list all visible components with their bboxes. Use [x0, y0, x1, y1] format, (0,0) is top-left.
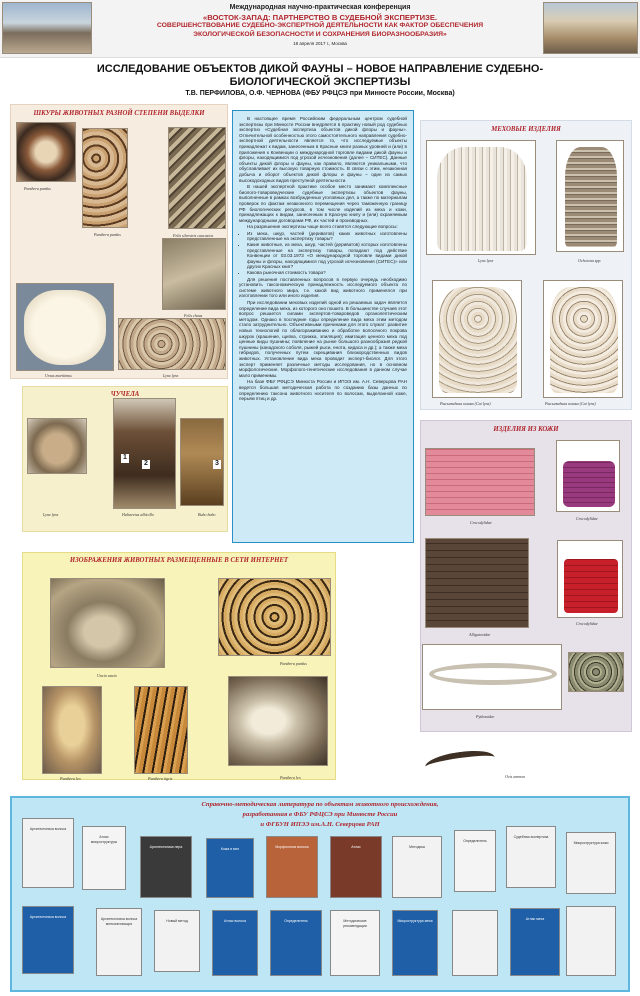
book-13	[154, 910, 200, 972]
book-6-title: Атлас	[351, 845, 361, 849]
book-4	[206, 838, 254, 898]
skin-caption-5: Ursus maritimus	[45, 373, 72, 378]
book-7-title: Методика	[409, 845, 425, 849]
internet-photo-snow-leopard	[50, 578, 165, 668]
leather-photo-red-case	[557, 540, 623, 618]
internet-photo-white-lion-cubs	[228, 676, 328, 766]
book-9-title: Судебная экспертиза	[513, 835, 549, 839]
leather-photo-python-belt	[422, 644, 562, 710]
literature-title-line-1: Справочно-методическая литература по объектам животного происхождения,	[201, 801, 439, 808]
leather-caption-5: Pythonidae	[476, 714, 495, 719]
conference-date: 18 апреля 2017 г., Москва	[293, 41, 347, 46]
book-15-title: Определитель	[284, 919, 308, 923]
internet-caption-5: Panthera leo	[280, 775, 301, 780]
book-7	[392, 836, 442, 898]
fur-coat-shape-4	[550, 287, 618, 393]
book-11-title: Архитектоника волоса	[29, 915, 67, 919]
fur-coat-shape-2	[565, 147, 617, 247]
leather-caption-3: Alligatoridae	[469, 632, 491, 637]
book-16	[330, 910, 380, 976]
book-17	[392, 910, 438, 976]
internet-caption-1: Uncia uncia	[97, 673, 117, 678]
book-8-title: Определитель	[463, 839, 487, 843]
fur-caption-4: Рысьевидная кошка (Cat lynx)	[545, 401, 596, 406]
book-10-title: Микроструктура кожи	[573, 841, 609, 845]
fur-caption-2: Ochotona spp.	[578, 258, 602, 263]
internet-caption-2: Panthera pardus	[280, 661, 307, 666]
skin-photo-lynx	[118, 318, 226, 370]
header-photo-left	[2, 2, 92, 54]
internet-caption-3: Panthera leo	[60, 776, 81, 781]
book-15	[270, 910, 322, 976]
text-paragraph-5: При исследовании меховых изделий одной из решаемых задач является определение вида меха, из которого оно пошито. В большинстве случаев этот вопрос решается силами экспертов-товароведов органолептическим методом. Однако в последние годы определение вида меха этим методом стало затруднительно. Объективными причинами для этого служат: развитие новых технологий по облагораживанию и обработке волосяного покрова шкурок (крашение, щипка, стрижка, эпиляция); имитация ценного меха под ценные виды пушнины; появление на рынке большого разнообразия редкой пушнины (канадского соболя, рыжей рыси, енота, кидаса и др.); а также меха гибридов, полученных путем скрещивания близкородственных видов животных. Установление вида меха проводит эксперт-биолог. Для этого эксперт применяет различные методы исследования, но в основном морфологические. Морфолого-генетические исследования в данном случае мало применимы.	[239, 300, 408, 378]
fur-photo-lynx-coat	[426, 140, 536, 255]
fur-photo-cat-lynx-vest	[432, 280, 522, 398]
skin-caption-4: Felis chaus	[184, 313, 203, 318]
book-9	[506, 826, 556, 888]
book-20	[566, 906, 616, 976]
fur-caption-3: Рысьевидная кошка (Cat lynx)	[440, 401, 491, 406]
book-19	[452, 910, 498, 976]
horn-caption: Ovis ammon	[505, 774, 526, 779]
book-3	[140, 836, 192, 898]
text-paragraph-6: На базе ФБУ РФЦСЭ Минюста России и ИПЭЭ им. А.Н. Северцова РАН ведется большая методическая работа по созданию базы данных по определению таксона животного носителя по волосам, выделанной коже, перьям птиц и др.	[239, 379, 407, 402]
stuffed-caption-1: Lynx lynx	[43, 512, 59, 517]
skin-caption-2: Panthera pardus	[94, 232, 121, 237]
internet-photo-tiger-cubs	[134, 686, 188, 774]
internet-photo-lion-cub	[42, 686, 102, 774]
header-photo-right	[543, 2, 638, 54]
leather-photo-pink-clutch	[425, 448, 535, 516]
question-1: • Из меха, шкур, частей (дериватов) каких животных изготовлены представленные на экспертизу товары?	[247, 231, 407, 242]
literature-title-line-2: разработанная в ФБУ РФЦСЭ при Минюсте России	[242, 811, 398, 818]
book-12-title: Архитектоника волоса млекопитающих	[100, 917, 138, 926]
leather-photo-purple-bag	[556, 440, 620, 512]
book-13-title: Новый метод	[166, 919, 188, 923]
poster-title-line-2: БИОЛОГИЧЕСКОЙ ЭКСПЕРТИЗЫ	[229, 76, 411, 88]
questions-list	[247, 231, 407, 276]
polar-bear-rug-shape	[24, 290, 106, 365]
book-3-title: Архитектоника пера	[149, 845, 183, 849]
leather-caption-2: Crocodylidae	[576, 516, 598, 521]
text-paragraph-4: Для решения поставленных вопросов в первую очередь необходимо установить таксономическую принадлежность исследуемого объекта по системе животного мира, т.е. какой вид животного применялся при изготовлении того или иного изделия.	[239, 276, 407, 299]
literature-title-line-3: и ФГБУН ИПЭЭ им.А.Н. Северцова РАН	[260, 821, 380, 828]
skin-caption-6: Lynx lynx	[163, 373, 179, 378]
horn-image	[424, 747, 496, 777]
fur-photo-pika-coat	[556, 140, 624, 252]
conference-line-3: СОВЕРШЕНСТВОВАНИЕ СУДЕБНО-ЭКСПЕРТНОЙ ДЕЯТЕЛЬНОСТИ КАК ФАКТОР ОБЕСПЕЧЕНИЯ	[156, 22, 484, 29]
book-2-title: Атлас микроструктуры	[90, 835, 118, 844]
book-8	[454, 830, 496, 892]
python-belt-shape	[429, 663, 557, 685]
fur-coat-shape-3	[439, 287, 517, 393]
book-14-title: Атлас волоса	[224, 919, 246, 923]
stuffed-caption-3: Bubo bubo	[198, 512, 216, 517]
stuffed-number-3: 3	[213, 460, 221, 469]
book-17-title: Микроструктура меха	[397, 919, 433, 923]
conference-line-4: ЭКОЛОГИЧЕСКОЙ БЕЗОПАСНОСТИ И СОХРАНЕНИЯ БИОРАЗНООБРАЗИЯ»	[193, 31, 447, 38]
text-paragraph-3: На разрешение экспертизы чаще всего ставятся следующие вопросы:	[247, 224, 398, 230]
fur-photo-cat-lynx-coat	[543, 280, 623, 398]
skins-panel-title: ШКУРЫ ЖИВОТНЫХ РАЗНОЙ СТЕПЕНИ ВЫДЕЛКИ	[33, 110, 205, 117]
fur-panel-title: МЕХОВЫЕ ИЗДЕЛИЯ	[491, 126, 561, 133]
book-6	[330, 836, 382, 898]
skin-caption-3: Felis silvestris caucasica	[173, 233, 214, 238]
leather-caption-4: Crocodylidae	[576, 621, 598, 626]
leather-photo-brown-bag	[425, 538, 529, 628]
book-4-title: Кожа и мех	[220, 847, 240, 851]
poster-title-line-1: ИССЛЕДОВАНИЕ ОБЪЕКТОВ ДИКОЙ ФАУНЫ – НОВОЕ НАПРАВЛЕНИЕ СУДЕБНО-	[96, 63, 544, 75]
book-18-title: Атлас меха	[525, 917, 545, 921]
internet-photo-leopard-cubs	[218, 578, 331, 656]
stuffed-number-2: 2	[142, 460, 150, 469]
book-5-title: Морфология волоса	[275, 845, 309, 849]
book-10	[566, 832, 616, 894]
skin-caption-1: Panthera pardus	[24, 186, 51, 191]
book-1	[22, 818, 74, 888]
book-12	[96, 908, 142, 976]
purple-bag-shape	[563, 461, 615, 507]
conference-line-2: «ВОСТОК-ЗАПАД: ПАРТНЕРСТВО В СУДЕБНОЙ ЭКСПЕРТИЗЕ.	[202, 13, 437, 22]
leather-caption-1: Crocodylidae	[470, 520, 492, 525]
book-5	[266, 836, 318, 898]
book-2	[82, 826, 126, 890]
conference-line-1: Международная научно-практическая конференция	[229, 4, 411, 11]
book-14	[212, 910, 258, 976]
stuffed-number-1: 1	[121, 454, 129, 463]
skin-photo-leopard-pelt	[16, 122, 76, 182]
text-paragraph-1: В настоящее время Российским федеральным центром судебной экспертизы при Минюсте России внедряется в практику новый род судебных экспертиз «Судебная экспертиза объектов дикой флоры и фауны». Отличительной особенностью этого самостоятельного направления судебно-экспертной деятельности является то, что исследуемые объекты принадлежат к видам, занесенным в Красные книги разных уровней и (или) в приложения к Конвенции о международной торговле видами дикой фауны и флоры, находящимися под угрозой исчезновения (далее – СИТЕС). Данные объекты дикой флоры и фауны, как правило, являются уникальными, что обуславливает их высокую товарную стоимость. В связи с этим, незаконная добыча и оборот объектов дикой флоры и фауны – один из самых высокодоходных видов преступной деятельности.	[239, 116, 407, 183]
question-3: • Какова рыночная стоимость товара?	[247, 270, 407, 276]
poster-authors: Т.В. ПЕРФИЛОВА, О.Ф. ЧЕРНОВА (ФБУ РФЦСЭ при Минюсте России, Москва)	[185, 90, 455, 97]
stuffed-caption-2: Haliaeetus albicilla	[122, 512, 154, 517]
skin-photo-caucasian-cat	[168, 127, 226, 229]
text-paragraph-2: В нашей экспертной практике особое место занимают комплексные биолого-товароведческие судебные экспертизы объектов фауны, выполненные в рамках возбужденных уголовных дел, а также по материалам проверок по фактам незаконного перемещения через таможенную границу РФ биологических ресурсов, в том числе изделий из меха и кожи, принадлежащих к видам, занесенным в Красную книгу и (или) охраняемым международными договорами РФ, их частей и производных.	[239, 184, 407, 223]
book-11	[22, 906, 74, 974]
internet-panel-title: ИЗОБРАЖЕНИЯ ЖИВОТНЫХ РАЗМЕЩЕННЫЕ В СЕТИ ИНТЕРНЕТ	[69, 557, 289, 564]
stuffed-panel-title: ЧУЧЕЛА	[110, 391, 140, 398]
stuffed-photo-lynx	[27, 418, 87, 474]
leather-panel-title: ИЗДЕЛИЯ ИЗ КОЖИ	[493, 426, 559, 433]
book-18	[510, 908, 560, 976]
red-case-shape	[564, 559, 618, 613]
question-2: • Какие животные, из меха, шкур, частей (дериватов) которых изготовлены представленные на экспертизу товары, попадают под действие Конвенции от 03.03.1973 «О международной торговле видами дикой фауны и флоры, находящимися под угрозой исчезновения (СИТЕС)» или других Красных книг?	[247, 242, 407, 270]
book-1-title: Архитектоника волоса	[29, 827, 67, 831]
fur-caption-1: Lynx lynx	[478, 258, 494, 263]
skin-photo-leopard-hide	[82, 128, 128, 228]
leather-photo-python-closeup	[568, 652, 624, 692]
fur-coat-shape-1	[437, 147, 527, 251]
internet-caption-4: Panthera tigris	[148, 776, 173, 781]
main-text-box	[232, 110, 414, 543]
book-16-title: Методические рекомендации	[343, 919, 367, 928]
skin-photo-jungle-cat	[162, 238, 226, 310]
